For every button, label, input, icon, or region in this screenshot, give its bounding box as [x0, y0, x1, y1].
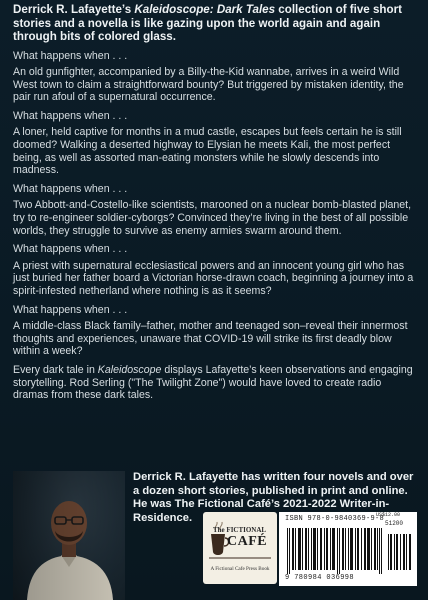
author-bio: Derrick R. Lafayette has written four novels and over a dozen short stories, published in print and online. He was The Fictional Café’s 2021-2022 Writer-in-Residence.	[133, 471, 414, 524]
closing-title: Kaleidoscope	[97, 363, 162, 376]
story-blurb: Two Abbott-and-Costello-like scientists, marooned on a nuclear bomb-blasted planet, try to re-engineer soldier-cyborgs? Convinced they’re living in the best of all possible worlds, they struggle to survive as enemy armies swarm around them.	[13, 199, 412, 237]
closing-prefix: Every dark tale in	[13, 363, 98, 376]
story-blurb: An old gunfighter, accompanied by a Billy-the-Kid wannabe, arrives in a weird Wild West town to claim a straightforward bounty? But triggered by mistaken identity, the pair run afoul of a supernatural occurrence.	[13, 66, 404, 104]
publisher-logo	[203, 512, 277, 584]
story-blurb: A priest with supernatural ecclesiastical powers and an innocent young girl who has just buried her father board a Victorian horse-drawn coach, beginning a journey into a spirit-infested netherland where nothing is as it seems?	[13, 259, 414, 297]
intro-paragraph	[13, 3, 415, 44]
blurb-column	[13, 3, 415, 406]
publisher-tagline: A Fictional Cafe Press Book	[210, 566, 270, 572]
intro-rest: collection of five short stories and a novella is like gazing upon the world again and again through bits of colored glass.	[13, 3, 402, 43]
publisher-name-main: CAFÉ	[227, 534, 268, 549]
closing-rest: displays Lafayette’s keen observations and engaging storytelling. Rod Serling ("The Twilight Zone") would have loved to create radio dramas from these dark tales.	[13, 363, 413, 402]
story-blurb: A middle-class Black family–father, mother and teenaged son–reveal their innermost thoughts and experiences, unaware that COVID-19 will strike its first deadly blow within a week?	[13, 320, 408, 358]
barcode-digits: 9 780984 036998	[285, 574, 355, 582]
author-photo	[13, 471, 125, 600]
story-blurb: A loner, held captive for months in a mud castle, escapes but feels certain he is still doomed? Walking a deserted highway to Elysian he meets Kali, the most perfect being, as well as assorted man-eating monsters while he slowly descends into madness.	[13, 126, 402, 177]
intro-book-title: Kaleidoscope: Dark Tales	[134, 3, 276, 16]
what-happens-heading: What happens when . . .	[13, 109, 128, 122]
what-happens-heading: What happens when . . .	[13, 303, 128, 316]
isbn-text: ISBN 978-0-9840369-9-8	[285, 515, 385, 523]
what-happens-heading: What happens when . . .	[13, 182, 128, 195]
author-portrait-icon	[13, 471, 125, 600]
price-text: US$12.00	[376, 512, 401, 518]
what-happens-heading: What happens when . . .	[13, 243, 128, 256]
closing-paragraph	[13, 364, 415, 402]
intro-author: Derrick R. Lafayette’s	[13, 3, 135, 16]
barcode-icon	[285, 528, 413, 574]
what-happens-heading: What happens when . . .	[13, 49, 128, 62]
publisher-name-top: The FICTIONAL	[213, 526, 267, 534]
price-addon-code: 51200	[385, 520, 404, 527]
barcode-box	[279, 512, 417, 586]
